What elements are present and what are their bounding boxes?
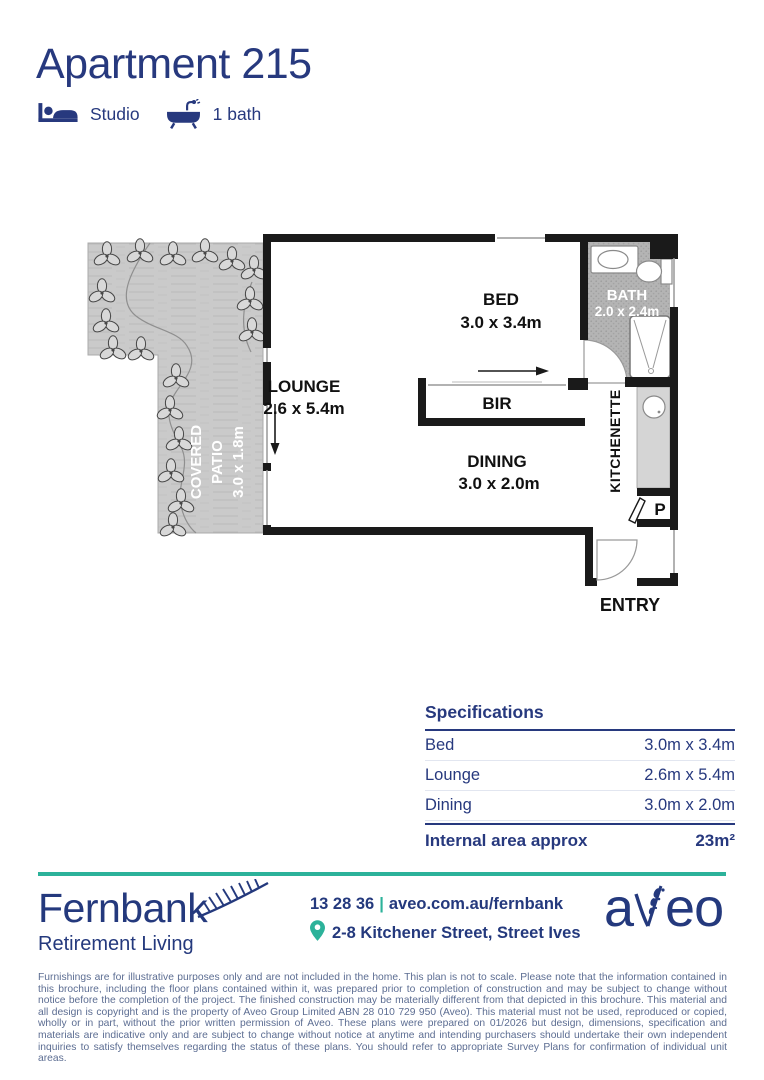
bath-label: BATH [606, 287, 648, 304]
kitchen-sink [643, 396, 665, 418]
patio-dims: 3.0 x 1.8m [230, 426, 247, 498]
entry-label: ENTRY [599, 595, 661, 615]
spec-label: Dining [425, 796, 472, 814]
brand-name: Fernbank [38, 885, 208, 931]
phone-web-line [310, 895, 581, 914]
contact-block [310, 895, 581, 946]
covered-patio-area [87, 239, 268, 538]
separator: | [379, 895, 384, 913]
address-line [310, 920, 581, 946]
aveo-text-eo: eo [665, 878, 724, 938]
specifications-title: Specifications [425, 702, 735, 731]
page-title: Apartment 215 [36, 40, 312, 88]
specifications-table [425, 702, 735, 851]
spec-label: Bed [425, 736, 455, 754]
built-in-robe [418, 367, 588, 427]
footer-divider [38, 872, 726, 876]
disclaimer-text: Furnishings are for illustrative purposes only and are not included in the home. This plan is not to scale. Please note that the information contained in this brochure, including the floor plans contained within it, was prepared prior to completion of construction and may be subject to change without notice before the completion of the project. The finished construction may be materially different from that depicted in this brochure. This material and all design is copyright and is the property of Aveo Group Limited ABN 28 010 729 950 (Aveo). This material must not be used, reproduced or copied, wholly or in part, without the prior written permission of Aveo. These plans were prepared on 01/2026 but design, dimensions, specification and materials are indicative only and are subject to change without notice at anytime and intending purchasers should undertake their own independent inquiries to satisfy themselves regarding the status of these plans. You should refer to appropriate Survey Plans for confirmation of individual unit areas. [38, 972, 727, 1065]
phone-number: 13 28 36 [310, 895, 375, 913]
sliding-door-arrow [478, 367, 549, 376]
aveo-logo [604, 878, 724, 938]
dining-label: DINING [467, 452, 527, 471]
kitchenette-area [607, 387, 678, 527]
dining-dims: 3.0 x 2.0m [458, 474, 540, 493]
lounge-label: LOUNGE [267, 377, 341, 396]
entry-door-arc [597, 540, 637, 580]
bed-label: BED [483, 290, 519, 309]
fernbank-logo [38, 886, 207, 956]
shower [630, 316, 670, 378]
pantry-label: P [654, 500, 666, 519]
table-row [425, 761, 735, 791]
internal-area-label: Internal area approx [425, 831, 588, 850]
bathroom-area [584, 242, 672, 383]
internal-area-row [425, 823, 735, 851]
spec-value: 2.6m x 5.4m [644, 766, 735, 784]
spec-value: 3.0m x 2.0m [644, 796, 735, 814]
internal-area-value: 23m² [695, 831, 735, 850]
studio-label: Studio [90, 104, 140, 124]
table-row [425, 731, 735, 761]
brand-tagline: Retirement Living [38, 933, 194, 955]
kitchenette-label: KITCHENETTE [607, 389, 623, 493]
bir-label: BIR [482, 394, 512, 413]
fern-v-icon [633, 884, 665, 934]
bath-count-label: 1 bath [212, 104, 262, 124]
fern-leaf-icon [196, 879, 270, 924]
table-row [425, 791, 735, 821]
location-pin-icon [310, 920, 325, 946]
website: aveo.com.au/fernbank [388, 895, 564, 913]
address-text: 2-8 Kitchener Street, Street Ives [332, 923, 581, 942]
spec-label: Lounge [425, 766, 481, 784]
aveo-text-a: a [604, 878, 634, 938]
lounge-dims: 2.6 x 5.4m [263, 399, 345, 418]
bath-dims: 2.0 x 2.4m [594, 304, 660, 319]
toilet [637, 259, 673, 284]
patio-label-line2: PATIO [209, 440, 226, 484]
spec-value: 3.0m x 3.4m [644, 736, 735, 754]
patio-label-line1: COVERED [188, 424, 205, 500]
bed-dims: 3.0 x 3.4m [460, 313, 542, 332]
